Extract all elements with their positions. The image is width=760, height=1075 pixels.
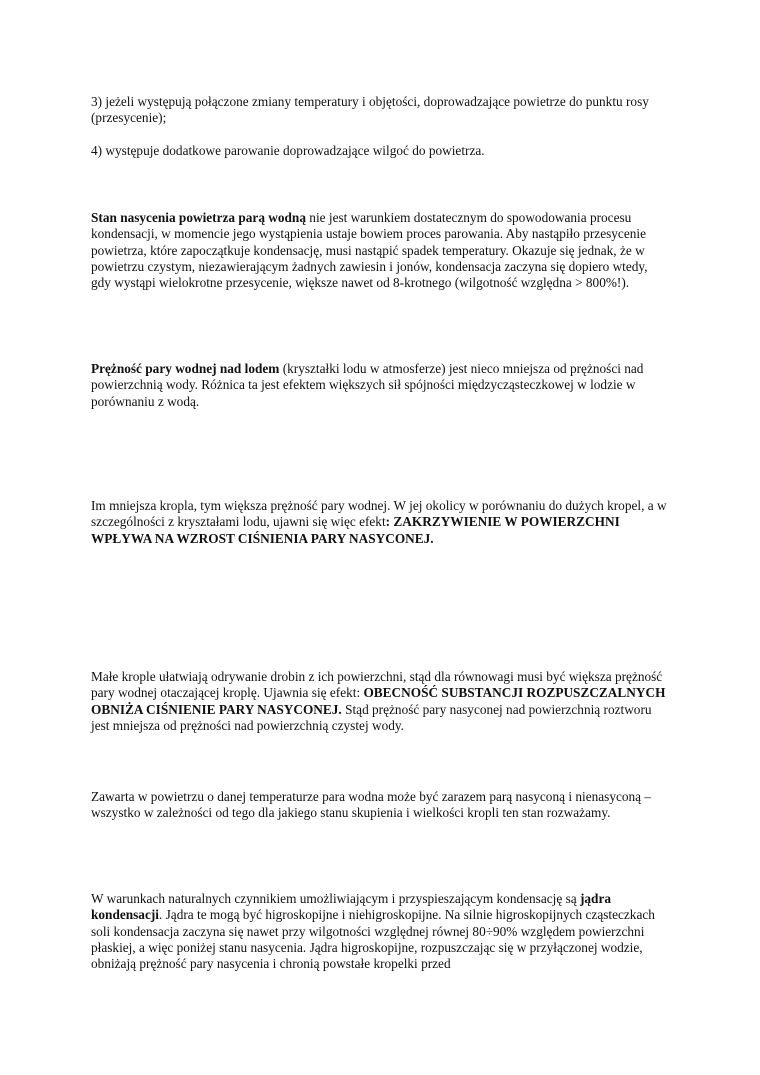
paragraph-saturation-state (91, 210, 669, 291)
text-run: W warunkach naturalnych czynnikiem umożliwiającym i przyspieszającym kondensację są (91, 891, 580, 906)
paragraph-saturated-unsaturated (91, 789, 669, 822)
text-run: Stąd prężność pary nasyconej nad powierzchnią roztworu jest mniejsza od prężności nad powierzchnią czystej wody. (91, 701, 652, 733)
bold-effect: OBECNOŚĆ SUBSTANCJI ROZPUSZCZALNYCH OBNIŻA CIŚNIENIE PARY NASYCONEJ. (91, 685, 666, 717)
text-run: Im mniejsza kropla, tym większa prężność pary wodnej. W jej okolicy w porównaniu do dużych kropel, a w szczególności z kryształami lodu, ujawni się więc efekt (91, 498, 667, 530)
paragraph-condensation-nuclei (91, 891, 669, 972)
text-run: . Jądra te mogą być higroskopijne i niehigroskopijne. Na silnie higroskopijnych cząsteczkach soli kondensacja zaczyna się nawet przy wilgotności względnej równej 80÷90% względem powierzchni płaskiej, a więc poniżej stanu nasycenia. Jądra higroskopijne, rozpuszczając się w przyłączonej wodzie, obniżają prężność pary nasycenia i chronią powstałe kropelki przed (91, 907, 655, 972)
text-run: nie jest warunkiem dostatecznym do spowodowania procesu kondensacji, w momencie jego wystąpienia ustaje bowiem proces parowania. Aby nastąpiło przesycenie powietrza, które zapoczątkuje kondensację, musi nastąpić spadek temperatury. Okazuje się jednak, że w powietrzu czystym, niezawierającym żadnych zawiesin i jonów, kondensacja zaczyna się dopiero wtedy, gdy wystąpi wielokrotne przesycenie, większe nawet od 8-krotnego (wilgotność względna > 800%!). (91, 210, 648, 291)
text-run: Małe krople ułatwiają odrywanie drobin z ich powierzchni, stąd dla równowagi musi być większa prężność pary wodnej otaczającej kroplę. Ujawnia się efekt: (91, 669, 663, 701)
text-run: 4) występuje dodatkowe parowanie doprowadzające wilgoć do powietrza. (91, 143, 485, 158)
bold-term: Prężność pary wodnej nad lodem (91, 361, 280, 376)
bold-effect: : ZAKRZYWIENIE W POWIERZCHNI WPŁYWA NA WZROST CIŚNIENIA PARY NASYCONEJ. (91, 514, 620, 546)
text-run: 3) jeżeli występują połączone zmiany temperatury i objętości, doprowadzające powietrze do punktu rosy (przesycenie); (91, 94, 649, 126)
paragraph-condition-4 (91, 143, 669, 159)
paragraph-soluble-substances (91, 669, 669, 734)
paragraph-vapor-pressure-ice (91, 361, 669, 410)
paragraph-droplet-curvature (91, 498, 669, 547)
paragraph-condition-3 (91, 94, 669, 127)
bold-term: jądra kondensacji (91, 891, 612, 923)
text-run: Zawarta w powietrzu o danej temperaturze para wodna może być zarazem parą nasyconą i nienasyconą – wszystko w zależności od tego dla jakiego stanu skupienia i wielkości kropli ten stan rozważamy. (91, 789, 652, 821)
text-run: (kryształki lodu w atmosferze) jest nieco mniejsza od prężności nad powierzchnią wody. Różnica ta jest efektem większych sił spójności międzycząsteczkowej w lodzie w porównaniu z wodą. (91, 361, 644, 409)
bold-term: Stan nasycenia powietrza parą wodną (91, 210, 306, 225)
